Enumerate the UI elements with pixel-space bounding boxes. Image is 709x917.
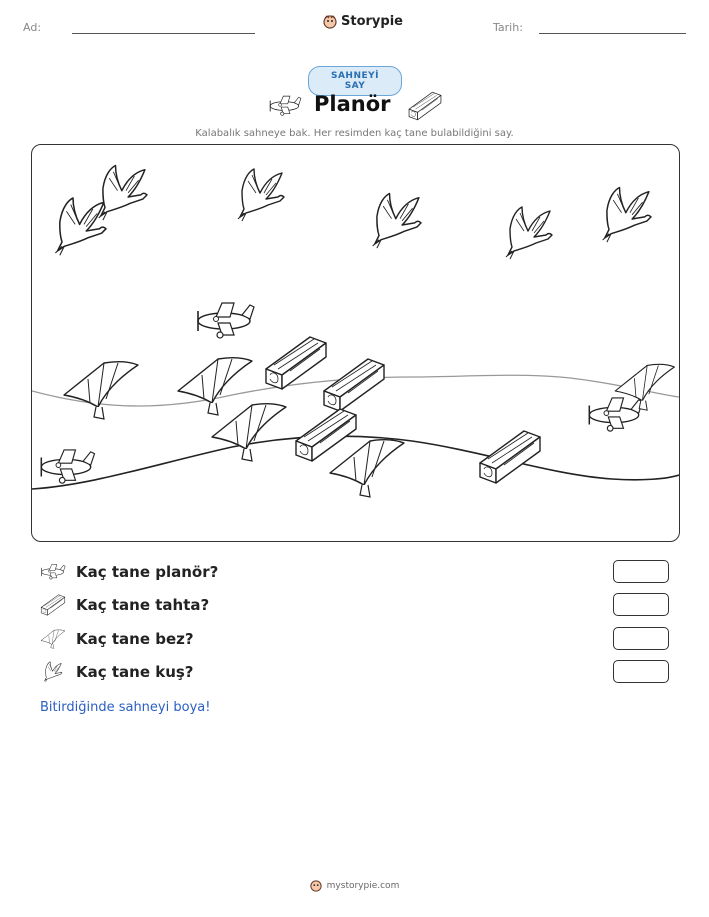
hang-glider — [615, 364, 674, 410]
question-text: Kaç tane tahta? — [76, 596, 210, 614]
airplane — [589, 398, 642, 431]
date-label: Tarih: — [493, 21, 523, 34]
bird — [55, 198, 106, 255]
hang-glider — [64, 362, 138, 419]
answer-box-planks[interactable] — [613, 593, 669, 616]
storypie-mascot-icon — [323, 15, 337, 29]
bird — [238, 169, 284, 221]
airplane-icon — [40, 562, 66, 582]
brand-name: Storypie — [341, 14, 403, 29]
scene-count-badge: SAHNEYİ SAY — [308, 66, 402, 96]
date-line[interactable] — [539, 33, 686, 34]
bird-icon — [40, 661, 66, 683]
page-title: Planör — [314, 92, 391, 116]
bird — [99, 166, 147, 221]
wood-plank-icon — [408, 90, 442, 122]
title-row — [268, 90, 443, 124]
name-line[interactable] — [72, 33, 255, 34]
footer-url[interactable]: mystorypie.com — [326, 881, 400, 891]
brand-logo — [323, 14, 403, 29]
bird — [373, 194, 421, 249]
answer-box-birds[interactable] — [613, 660, 669, 683]
counting-scene[interactable] — [31, 144, 680, 542]
hang-glider — [178, 358, 252, 415]
answer-box-planes[interactable] — [613, 560, 669, 583]
airplane — [41, 450, 94, 483]
wood-plank — [266, 337, 326, 389]
question-row-planes — [40, 560, 670, 584]
wood-plank-icon — [40, 594, 66, 616]
wood-plank — [324, 359, 384, 411]
instructions-subtitle: Kalabalık sahneye bak. Her resimden kaç tane bulabildiğini say. — [195, 128, 514, 139]
bird — [603, 188, 651, 243]
wood-plank — [296, 409, 356, 461]
bird — [506, 207, 552, 259]
name-label: Ad: — [23, 21, 42, 34]
question-row-birds — [40, 660, 670, 684]
airplane-icon — [268, 92, 302, 120]
answer-box-gliders[interactable] — [613, 627, 669, 650]
hang-glider — [212, 404, 286, 461]
question-text: Kaç tane planör? — [76, 563, 219, 581]
airplane — [198, 303, 254, 338]
hang-glider-icon — [40, 629, 66, 649]
hang-glider — [330, 440, 404, 497]
question-text: Kaç tane bez? — [76, 630, 194, 648]
scene-illustration — [32, 145, 679, 541]
question-row-gliders — [40, 627, 670, 651]
footer — [0, 880, 709, 892]
wood-plank — [480, 431, 540, 483]
coloring-instruction: Bitirdiğinde sahneyi boya! — [40, 700, 211, 715]
question-row-planks — [40, 593, 670, 617]
storypie-mascot-icon — [310, 880, 322, 892]
question-text: Kaç tane kuş? — [76, 663, 194, 681]
